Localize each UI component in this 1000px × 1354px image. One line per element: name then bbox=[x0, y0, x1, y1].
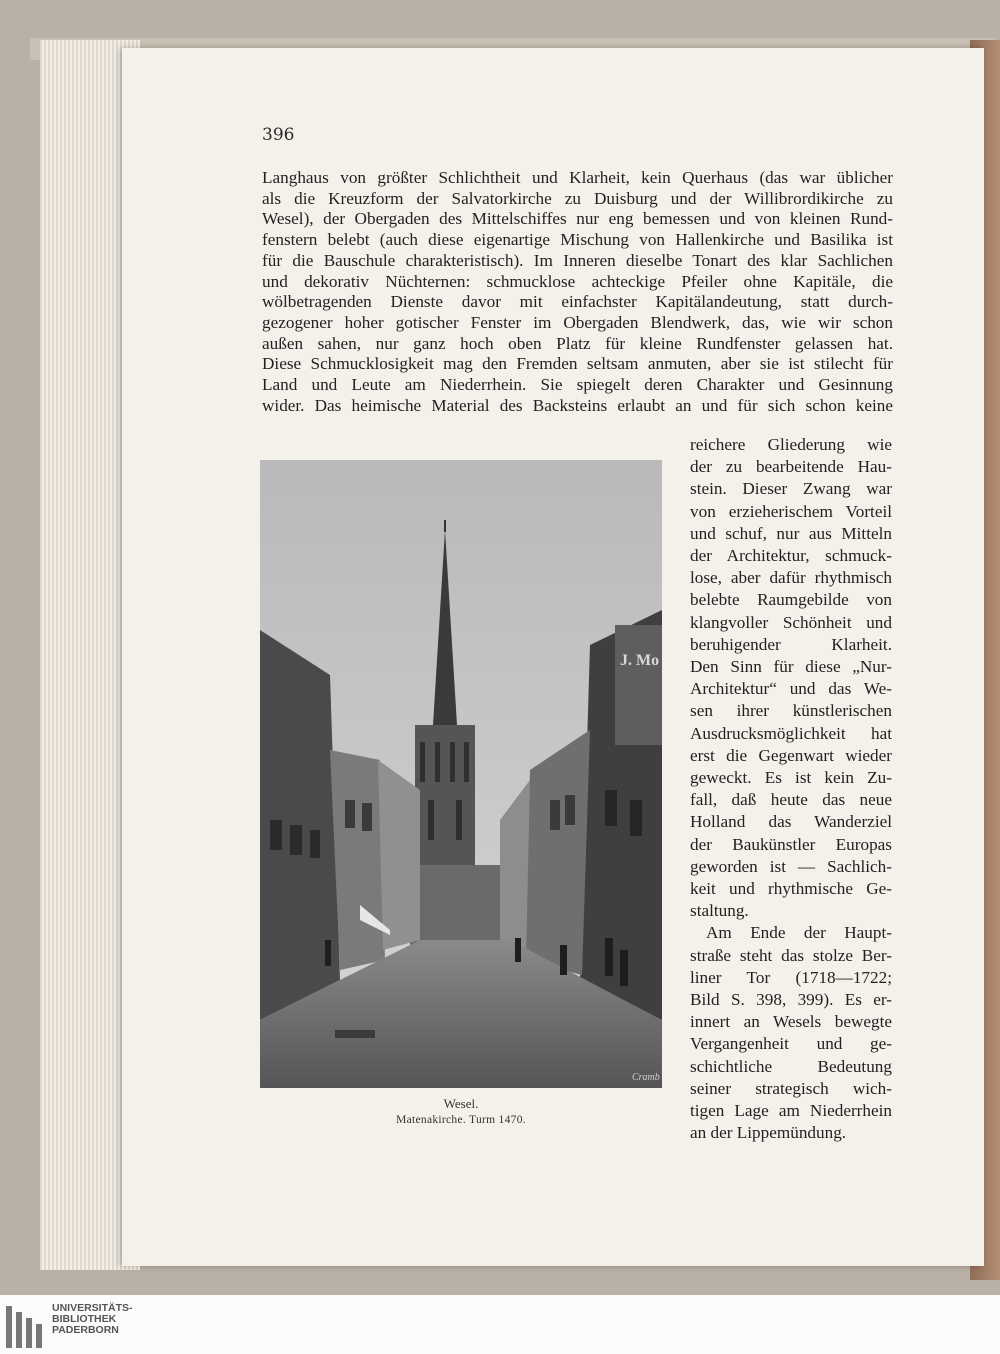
library-logo-icon bbox=[6, 1306, 46, 1352]
drain-grate bbox=[335, 1030, 375, 1038]
church-nave bbox=[410, 865, 500, 945]
paragraph-line: und dekorativ Nüchternen: schmucklose achteckige Pfeiler ohne Kapitäle, die bbox=[262, 271, 893, 291]
column-line: keit und rhythmische Ge- bbox=[690, 879, 892, 899]
column2-line: Bild S. 398, 399). Es er- bbox=[690, 990, 892, 1010]
photographer-mark: Cramb bbox=[632, 1072, 660, 1083]
column-line: von erzieherischem Vorteil bbox=[690, 501, 892, 521]
photo-caption-subtitle: Matenakirche. Turm 1470. bbox=[396, 1114, 526, 1126]
column-line: sen ihrer künstlerischen bbox=[690, 701, 892, 721]
column2-line: tigen Lage am Niederrhein bbox=[690, 1101, 892, 1121]
column-line: Ausdrucksmöglichkeit hat bbox=[690, 723, 892, 743]
pedestrian bbox=[620, 950, 628, 986]
column-line: reichere Gliederung wie bbox=[690, 435, 892, 454]
pedestrian bbox=[605, 938, 613, 976]
paragraph-line: Land und Leute am Niederrhein. Sie spiegelt deren Charakter und Gesinnung bbox=[262, 375, 893, 395]
column-line: lose, aber dafür rhythmisch bbox=[690, 568, 892, 588]
paragraph-line: Wesel), der Obergaden des Mittelschiffes nur eng bemessen und von kleinen Rund- bbox=[262, 209, 893, 229]
column-line: Holland das Wanderziel bbox=[690, 812, 892, 832]
library-logo-line3: PADERBORN bbox=[52, 1324, 119, 1336]
pedestrian bbox=[515, 938, 521, 962]
column-line: stein. Dieser Zwang war bbox=[690, 479, 892, 499]
column-line: Architektur“ und das We- bbox=[690, 679, 892, 699]
column2-line: Am Ende der Haupt- bbox=[706, 923, 892, 943]
main-paragraph bbox=[262, 168, 893, 416]
column2-line: an der Lippemündung. bbox=[690, 1123, 847, 1143]
shop-sign-wall bbox=[615, 625, 662, 745]
photo-illustration bbox=[260, 460, 662, 1088]
church-street-photo bbox=[260, 460, 662, 1088]
paragraph-line: Langhaus von größter Schlichtheit und Klarheit, kein Querhaus (das war üblicher bbox=[262, 168, 893, 187]
library-logo-line1: UNIVERSITÄTS- bbox=[52, 1302, 133, 1314]
column2-line: liner Tor (1718—1722; bbox=[690, 967, 892, 987]
paragraph-line: gezogener hoher gotischer Fenster im Obergaden Blendwerk, das, wie wir schon bbox=[262, 312, 893, 332]
pedestrian bbox=[560, 945, 567, 975]
column-line: der zu bearbeitende Hau- bbox=[690, 457, 892, 477]
column2-line: seiner strategisch wich- bbox=[690, 1078, 892, 1098]
paragraph-line: Diese Schmucklosigkeit mag den Fremden seltsam anmuten, aber sie ist stilecht für bbox=[262, 354, 893, 374]
shop-sign-text: J. Mo bbox=[620, 652, 660, 669]
photo-caption-title: Wesel. bbox=[443, 1096, 479, 1111]
paragraph-line: wölbetragenden Dienste davor mit einfachster Kapitälandeutung, statt durch- bbox=[262, 292, 893, 312]
column-line: geworden ist — Sachlich- bbox=[690, 856, 892, 876]
library-logo-text bbox=[52, 1303, 133, 1336]
paragraph-line: als die Kreuzform der Salvatorkirche zu Duisburg und der Willibrordikirche zu bbox=[262, 188, 893, 208]
paragraph-line: wider. Das heimische Material des Backsteins erlaubt an und für sich schon keine bbox=[262, 395, 893, 415]
column-line: und schuf, nur aus Mitteln bbox=[690, 523, 892, 543]
column-line: der Architektur, schmuck- bbox=[690, 546, 892, 566]
side-column-text bbox=[690, 434, 892, 1145]
column-line: Den Sinn für diese „Nur- bbox=[690, 657, 892, 677]
left-building-far bbox=[378, 760, 420, 950]
column-line: fall, daß heute das neue bbox=[690, 790, 892, 810]
paragraph-line: außen sahen, nur ganz hoch oben Platz für kleine Rundfenster gelassen hat. bbox=[262, 333, 893, 353]
library-logo-line2: BIBLIOTHEK bbox=[52, 1313, 117, 1325]
column-line: klangvoller Schönheit und bbox=[690, 612, 892, 632]
column-line: geweckt. Es ist kein Zu- bbox=[690, 768, 892, 788]
paragraph-line: für die Bauschule charakteristisch). Im Inneren dieselbe Tonart des klar Sachlichen bbox=[262, 250, 893, 270]
column-line: erst die Gegenwart wieder bbox=[690, 745, 892, 765]
column2-line: schichtliche Bedeutung bbox=[690, 1056, 892, 1076]
column2-line: straße steht das stolze Ber- bbox=[690, 945, 892, 965]
library-footer bbox=[0, 1295, 1000, 1354]
pedestrian bbox=[325, 940, 331, 966]
column-line: staltung. bbox=[690, 901, 749, 921]
paragraph-line: fenstern belebt (auch diese eigenartige Mischung von Hallenkirche und Basilika ist bbox=[262, 230, 893, 250]
column-line: der Baukünstler Europas bbox=[690, 834, 892, 854]
column-line: beruhigender Klarheit. bbox=[690, 634, 892, 654]
column-line: belebte Raumgebilde von bbox=[690, 590, 892, 610]
column2-line: Vergangenheit und ge- bbox=[690, 1034, 892, 1054]
page-number: 396 bbox=[262, 125, 295, 145]
column2-line: innert an Wesels bewegte bbox=[690, 1012, 892, 1032]
